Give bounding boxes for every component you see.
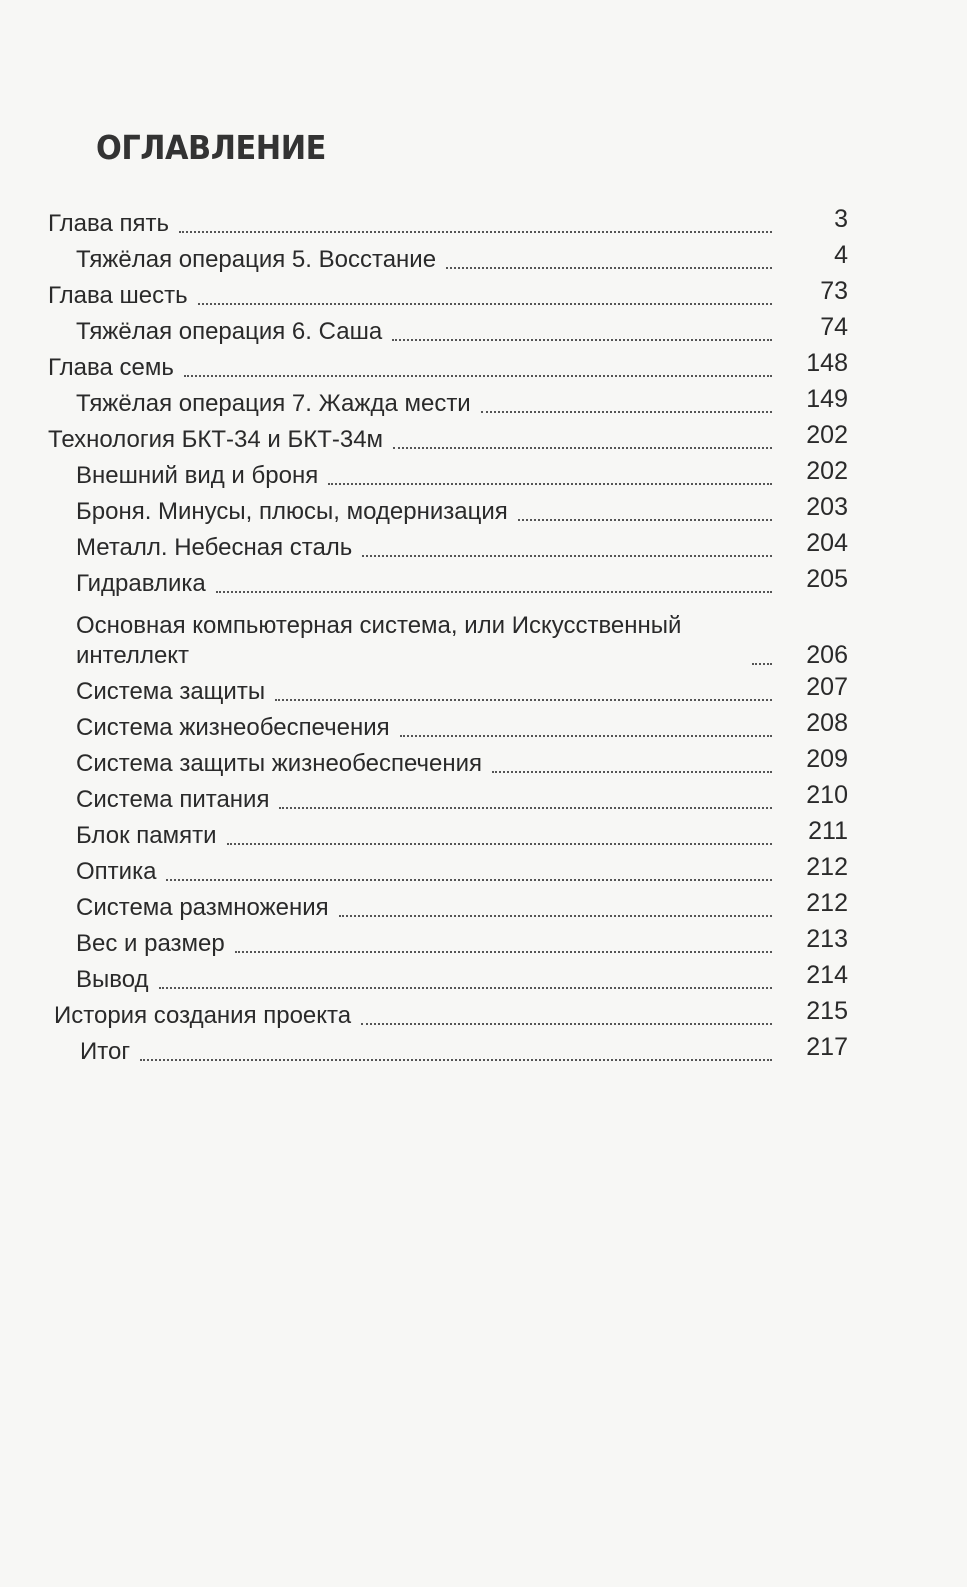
- table-of-contents: [48, 205, 848, 1069]
- toc-entry-page-number: 217: [806, 1033, 848, 1061]
- toc-entry-reproduction-system: [48, 889, 848, 925]
- dot-leader: [179, 231, 772, 233]
- toc-entry-page-number: 203: [806, 493, 848, 521]
- dot-leader: [518, 519, 772, 521]
- page-title: ОГЛАВЛЕНИЕ: [96, 128, 326, 167]
- dot-leader: [159, 987, 772, 989]
- toc-entry-memory-block: [48, 817, 848, 853]
- dot-leader: [393, 447, 772, 449]
- dot-leader: [328, 483, 772, 485]
- toc-entry-metal: [48, 529, 848, 565]
- dot-leader: [235, 951, 772, 953]
- toc-entry-armor-pros-cons: [48, 493, 848, 529]
- toc-entry-operation-seven: [48, 385, 848, 421]
- dot-leader: [492, 771, 772, 773]
- dot-leader: [198, 303, 772, 305]
- dot-leader: [227, 843, 772, 845]
- toc-entry-appearance-armor: [48, 457, 848, 493]
- dot-leader: [184, 375, 772, 377]
- toc-entry-computer-system: [48, 601, 848, 673]
- toc-entry-page-number: 209: [806, 745, 848, 773]
- toc-entry-label: Система жизнеобеспечения: [76, 714, 390, 741]
- toc-entry-label: Тяжёлая операция 6. Саша: [76, 318, 383, 345]
- toc-entry-label: Гидравлика: [76, 570, 206, 597]
- dot-leader: [216, 591, 772, 593]
- toc-entry-page-number: 149: [806, 385, 848, 413]
- toc-entry-conclusion: [48, 961, 848, 997]
- dot-leader: [279, 807, 772, 809]
- toc-entry-label: Глава шесть: [48, 282, 188, 309]
- toc-entry-life-support-protection: [48, 745, 848, 781]
- toc-entry-page-number: 205: [806, 565, 848, 593]
- toc-entry-operation-five: [48, 241, 848, 277]
- toc-entry-label: Система защиты жизнеобеспечения: [76, 750, 483, 777]
- toc-entry-label: Тяжёлая операция 5. Восстание: [76, 246, 437, 273]
- toc-entry-label: Вывод: [76, 966, 149, 993]
- toc-entry-page-number: 207: [806, 673, 848, 701]
- toc-entry-operation-six: [48, 313, 848, 349]
- dot-leader: [392, 339, 772, 341]
- toc-entry-project-history: [48, 997, 848, 1033]
- toc-entry-page-number: 211: [808, 817, 848, 845]
- toc-entry-label: Система защиты: [76, 678, 266, 705]
- toc-entry-label: Внешний вид и броня: [76, 462, 319, 489]
- toc-entry-label: Система размножения: [76, 894, 329, 921]
- toc-entry-page-number: 4: [834, 241, 848, 269]
- dot-leader: [481, 411, 772, 413]
- toc-entry-label: Глава семь: [48, 354, 174, 381]
- dot-leader: [166, 879, 772, 881]
- toc-entry-label: Система питания: [76, 786, 270, 813]
- dot-leader: [362, 555, 772, 557]
- toc-entry-label: Оптика: [76, 858, 157, 885]
- toc-entry-page-number: 202: [806, 421, 848, 449]
- toc-entry-page-number: 204: [806, 529, 848, 557]
- toc-entry-label: Глава пять: [48, 210, 169, 237]
- toc-entry-page-number: 208: [806, 709, 848, 737]
- toc-entry-chapter-seven: [48, 349, 848, 385]
- toc-entry-label: Тяжёлая операция 7. Жажда мести: [76, 390, 471, 417]
- toc-entry-protection-system: [48, 673, 848, 709]
- toc-entry-label: Броня. Минусы, плюсы, модернизация: [76, 498, 508, 525]
- toc-entry-power-system: [48, 781, 848, 817]
- dot-leader: [339, 915, 772, 917]
- toc-entry-page-number: 212: [806, 889, 848, 917]
- toc-entry-label: Итог: [80, 1038, 131, 1065]
- toc-entry-page-number: 74: [820, 313, 848, 341]
- toc-entry-chapter-six: [48, 277, 848, 313]
- dot-leader: [752, 663, 772, 665]
- dot-leader: [446, 267, 772, 269]
- toc-entry-weight-size: [48, 925, 848, 961]
- toc-entry-label: Блок памяти: [76, 822, 217, 849]
- toc-entry-optics: [48, 853, 848, 889]
- toc-entry-page-number: 3: [834, 205, 848, 233]
- toc-entry-label: Технология БКТ-34 и БКТ-34м: [48, 426, 384, 453]
- toc-entry-label: Основная компьютерная система, или Искусственный интеллект: [76, 612, 682, 669]
- toc-entry-hydraulics: [48, 565, 848, 601]
- dot-leader: [400, 735, 772, 737]
- toc-entry-label: Металл. Небесная сталь: [76, 534, 353, 561]
- toc-entry-page-number: 212: [806, 853, 848, 881]
- toc-entry-label: Вес и размер: [76, 930, 225, 957]
- toc-entry-page-number: 210: [806, 781, 848, 809]
- toc-entry-page-number: 206: [806, 641, 848, 669]
- toc-entry-page-number: 148: [806, 349, 848, 377]
- toc-entry-page-number: 202: [806, 457, 848, 485]
- toc-entry-page-number: 215: [806, 997, 848, 1025]
- toc-entry-label: История создания проекта: [54, 1002, 352, 1029]
- toc-entry-life-support: [48, 709, 848, 745]
- dot-leader: [140, 1059, 772, 1061]
- toc-entry-chapter-five: [48, 205, 848, 241]
- toc-entry-page-number: 214: [806, 961, 848, 989]
- toc-entry-page-number: 73: [820, 277, 848, 305]
- dot-leader: [275, 699, 772, 701]
- toc-entry-page-number: 213: [806, 925, 848, 953]
- toc-entry-technology: [48, 421, 848, 457]
- dot-leader: [361, 1023, 772, 1025]
- toc-entry-summary: [48, 1033, 848, 1069]
